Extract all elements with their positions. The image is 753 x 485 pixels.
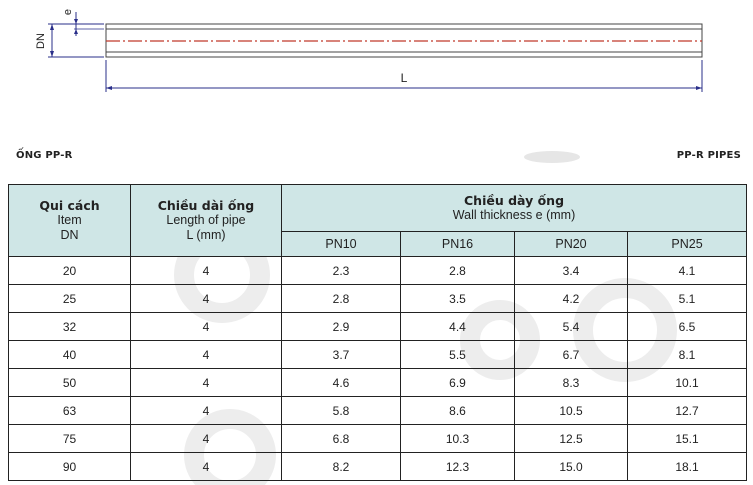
l-label: L <box>400 71 408 85</box>
cell-pn20: 8.3 <box>515 369 628 397</box>
cell-pn25: 5.1 <box>628 285 747 313</box>
cell-pn25: 4.1 <box>628 257 747 285</box>
dn-arrow-top <box>50 24 54 30</box>
cell-pn16: 8.6 <box>401 397 515 425</box>
cell-pn10: 5.8 <box>282 397 401 425</box>
cell-dn: 32 <box>9 313 131 341</box>
cell-pn16: 3.5 <box>401 285 515 313</box>
dn-arrow-bottom <box>50 51 54 57</box>
cell-pn20: 5.4 <box>515 313 628 341</box>
cell-length: 4 <box>131 257 282 285</box>
table-row <box>9 257 747 285</box>
cell-dn: 75 <box>9 425 131 453</box>
cell-pn20: 6.7 <box>515 341 628 369</box>
header-length: Chiều dài ống Length of pipe L (mm) <box>131 185 282 257</box>
cell-length: 4 <box>131 453 282 481</box>
cell-pn16: 2.8 <box>401 257 515 285</box>
cell-pn25: 8.1 <box>628 341 747 369</box>
cell-pn25: 15.1 <box>628 425 747 453</box>
table-header-row <box>9 185 747 232</box>
cell-pn25: 12.7 <box>628 397 747 425</box>
l-arrow-left <box>106 86 112 90</box>
cell-pn16: 5.5 <box>401 341 515 369</box>
cell-pn10: 2.9 <box>282 313 401 341</box>
cell-pn16: 4.4 <box>401 313 515 341</box>
table-row <box>9 425 747 453</box>
cell-dn: 50 <box>9 369 131 397</box>
cell-pn10: 2.3 <box>282 257 401 285</box>
header-pn25: PN25 <box>628 232 747 257</box>
table-row <box>9 397 747 425</box>
cell-pn10: 4.6 <box>282 369 401 397</box>
cell-pn16: 6.9 <box>401 369 515 397</box>
table-body <box>9 257 747 481</box>
e-arrow-bottom <box>74 29 78 34</box>
header-pn10: PN10 <box>282 232 401 257</box>
cell-length: 4 <box>131 341 282 369</box>
e-label: e <box>61 8 74 16</box>
table-row <box>9 313 747 341</box>
section-title-en: PP-R PIPES <box>676 150 741 161</box>
cell-dn: 63 <box>9 397 131 425</box>
cell-pn10: 6.8 <box>282 425 401 453</box>
cell-pn10: 8.2 <box>282 453 401 481</box>
cell-pn20: 3.4 <box>515 257 628 285</box>
table-row <box>9 341 747 369</box>
dn-label: DN <box>34 33 47 49</box>
cell-dn: 90 <box>9 453 131 481</box>
cell-pn25: 18.1 <box>628 453 747 481</box>
cell-pn10: 2.8 <box>282 285 401 313</box>
cell-length: 4 <box>131 425 282 453</box>
cell-pn20: 4.2 <box>515 285 628 313</box>
cell-pn10: 3.7 <box>282 341 401 369</box>
cell-pn16: 12.3 <box>401 453 515 481</box>
cell-dn: 40 <box>9 341 131 369</box>
cell-length: 4 <box>131 397 282 425</box>
section-title-vi: ỐNG PP-R <box>16 150 73 161</box>
cell-pn25: 6.5 <box>628 313 747 341</box>
cell-length: 4 <box>131 285 282 313</box>
cell-pn20: 10.5 <box>515 397 628 425</box>
header-wall-thickness: Chiều dày ống Wall thickness e (mm) <box>282 185 747 232</box>
pipe-spec-table <box>8 184 747 481</box>
header-pn16: PN16 <box>401 232 515 257</box>
cell-pn16: 10.3 <box>401 425 515 453</box>
l-arrow-right <box>696 86 702 90</box>
table-row <box>9 369 747 397</box>
cell-dn: 25 <box>9 285 131 313</box>
cell-length: 4 <box>131 313 282 341</box>
cell-length: 4 <box>131 369 282 397</box>
header-spec: Qui cách Item DN <box>9 185 131 257</box>
header-pn20: PN20 <box>515 232 628 257</box>
cell-pn20: 12.5 <box>515 425 628 453</box>
cell-dn: 20 <box>9 257 131 285</box>
e-arrow-top <box>74 19 78 24</box>
table-row <box>9 453 747 481</box>
cell-pn25: 10.1 <box>628 369 747 397</box>
table-row <box>9 285 747 313</box>
cell-pn20: 15.0 <box>515 453 628 481</box>
pipe-diagram <box>0 0 753 110</box>
